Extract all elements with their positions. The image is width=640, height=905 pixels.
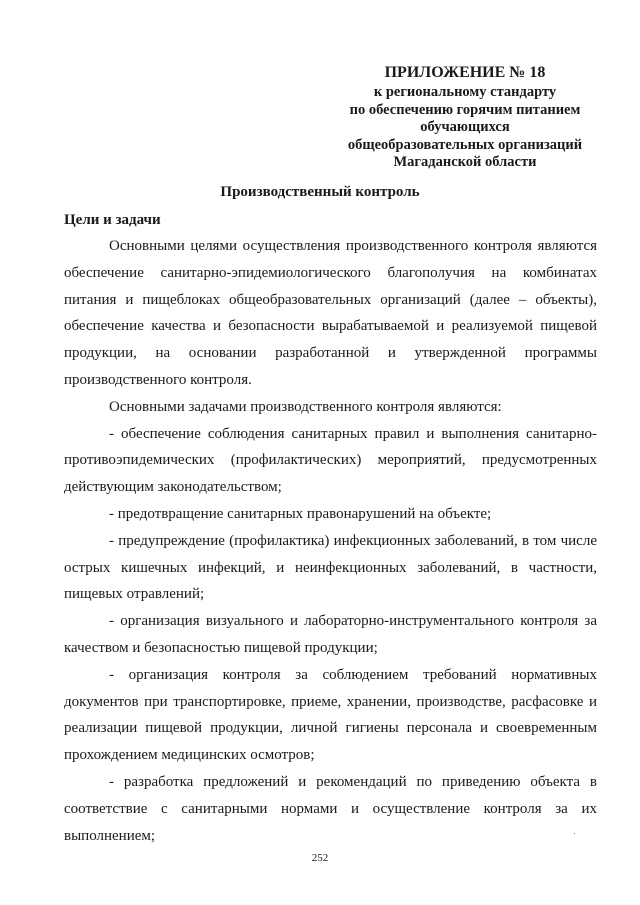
scan-speck [574, 833, 575, 834]
body-paragraph: - предотвращение санитарных правонарушений на объекте; [109, 505, 492, 522]
document-title: Производственный контроль [220, 184, 420, 200]
body-paragraph: - предупреждение (профилактика) инфекционных заболеваний, в том числе острых кишечных инфекций, и неинфекционных заболеваний, в частности, пищевых отравлений; [64, 532, 597, 603]
body-paragraph: Основными целями осуществления производственного контроля являются обеспечение санитарно-эпидемиологического благополучия на комбинатах питания и пищеблоках общеобразовательных организаций (далее – объекты), обеспечение качества и безопасности вырабатываемой и реализуемой пищевой продукции, на основании разработанной и утвержденной программы производственного контроля. [64, 238, 597, 388]
body-paragraph: - организация контроля за соблюдением требований нормативных документов при транспортировке, приеме, хранении, производстве, расфасовке и реализации пищевой продукции, личной гигиены персонала и своевременным прохождением медицинских осмотров; [64, 666, 597, 764]
body-paragraph: - организация визуального и лабораторно-инструментального контроля за качеством и безопасностью пищевой продукции; [64, 613, 597, 656]
body-paragraph: - обеспечение соблюдения санитарных правил и выполнения санитарно-противоэпидемических (профилактических) мероприятий, предусмотренных действующим законодательством; [64, 425, 597, 496]
appendix-line: Магаданской области [393, 154, 537, 170]
body-paragraph: Основными задачами производственного контроля являются: [109, 398, 502, 415]
appendix-line: по обеспечению горячим питанием [349, 101, 581, 118]
document-body [64, 233, 597, 849]
appendix-line: обучающихся [420, 119, 510, 135]
appendix-title: ПРИЛОЖЕНИЕ № 18 [384, 64, 546, 81]
page-number: 252 [311, 852, 329, 864]
appendix-line: общеобразовательных организаций [347, 136, 583, 153]
section-heading: Цели и задачи [64, 212, 161, 228]
appendix-header [330, 62, 600, 172]
appendix-line: к региональному стандарту [373, 84, 557, 100]
body-paragraph: - разработка предложений и рекомендаций по приведению объекта в соответствие с санитарными нормами и осуществление контроля за их выполнением; [64, 773, 597, 844]
